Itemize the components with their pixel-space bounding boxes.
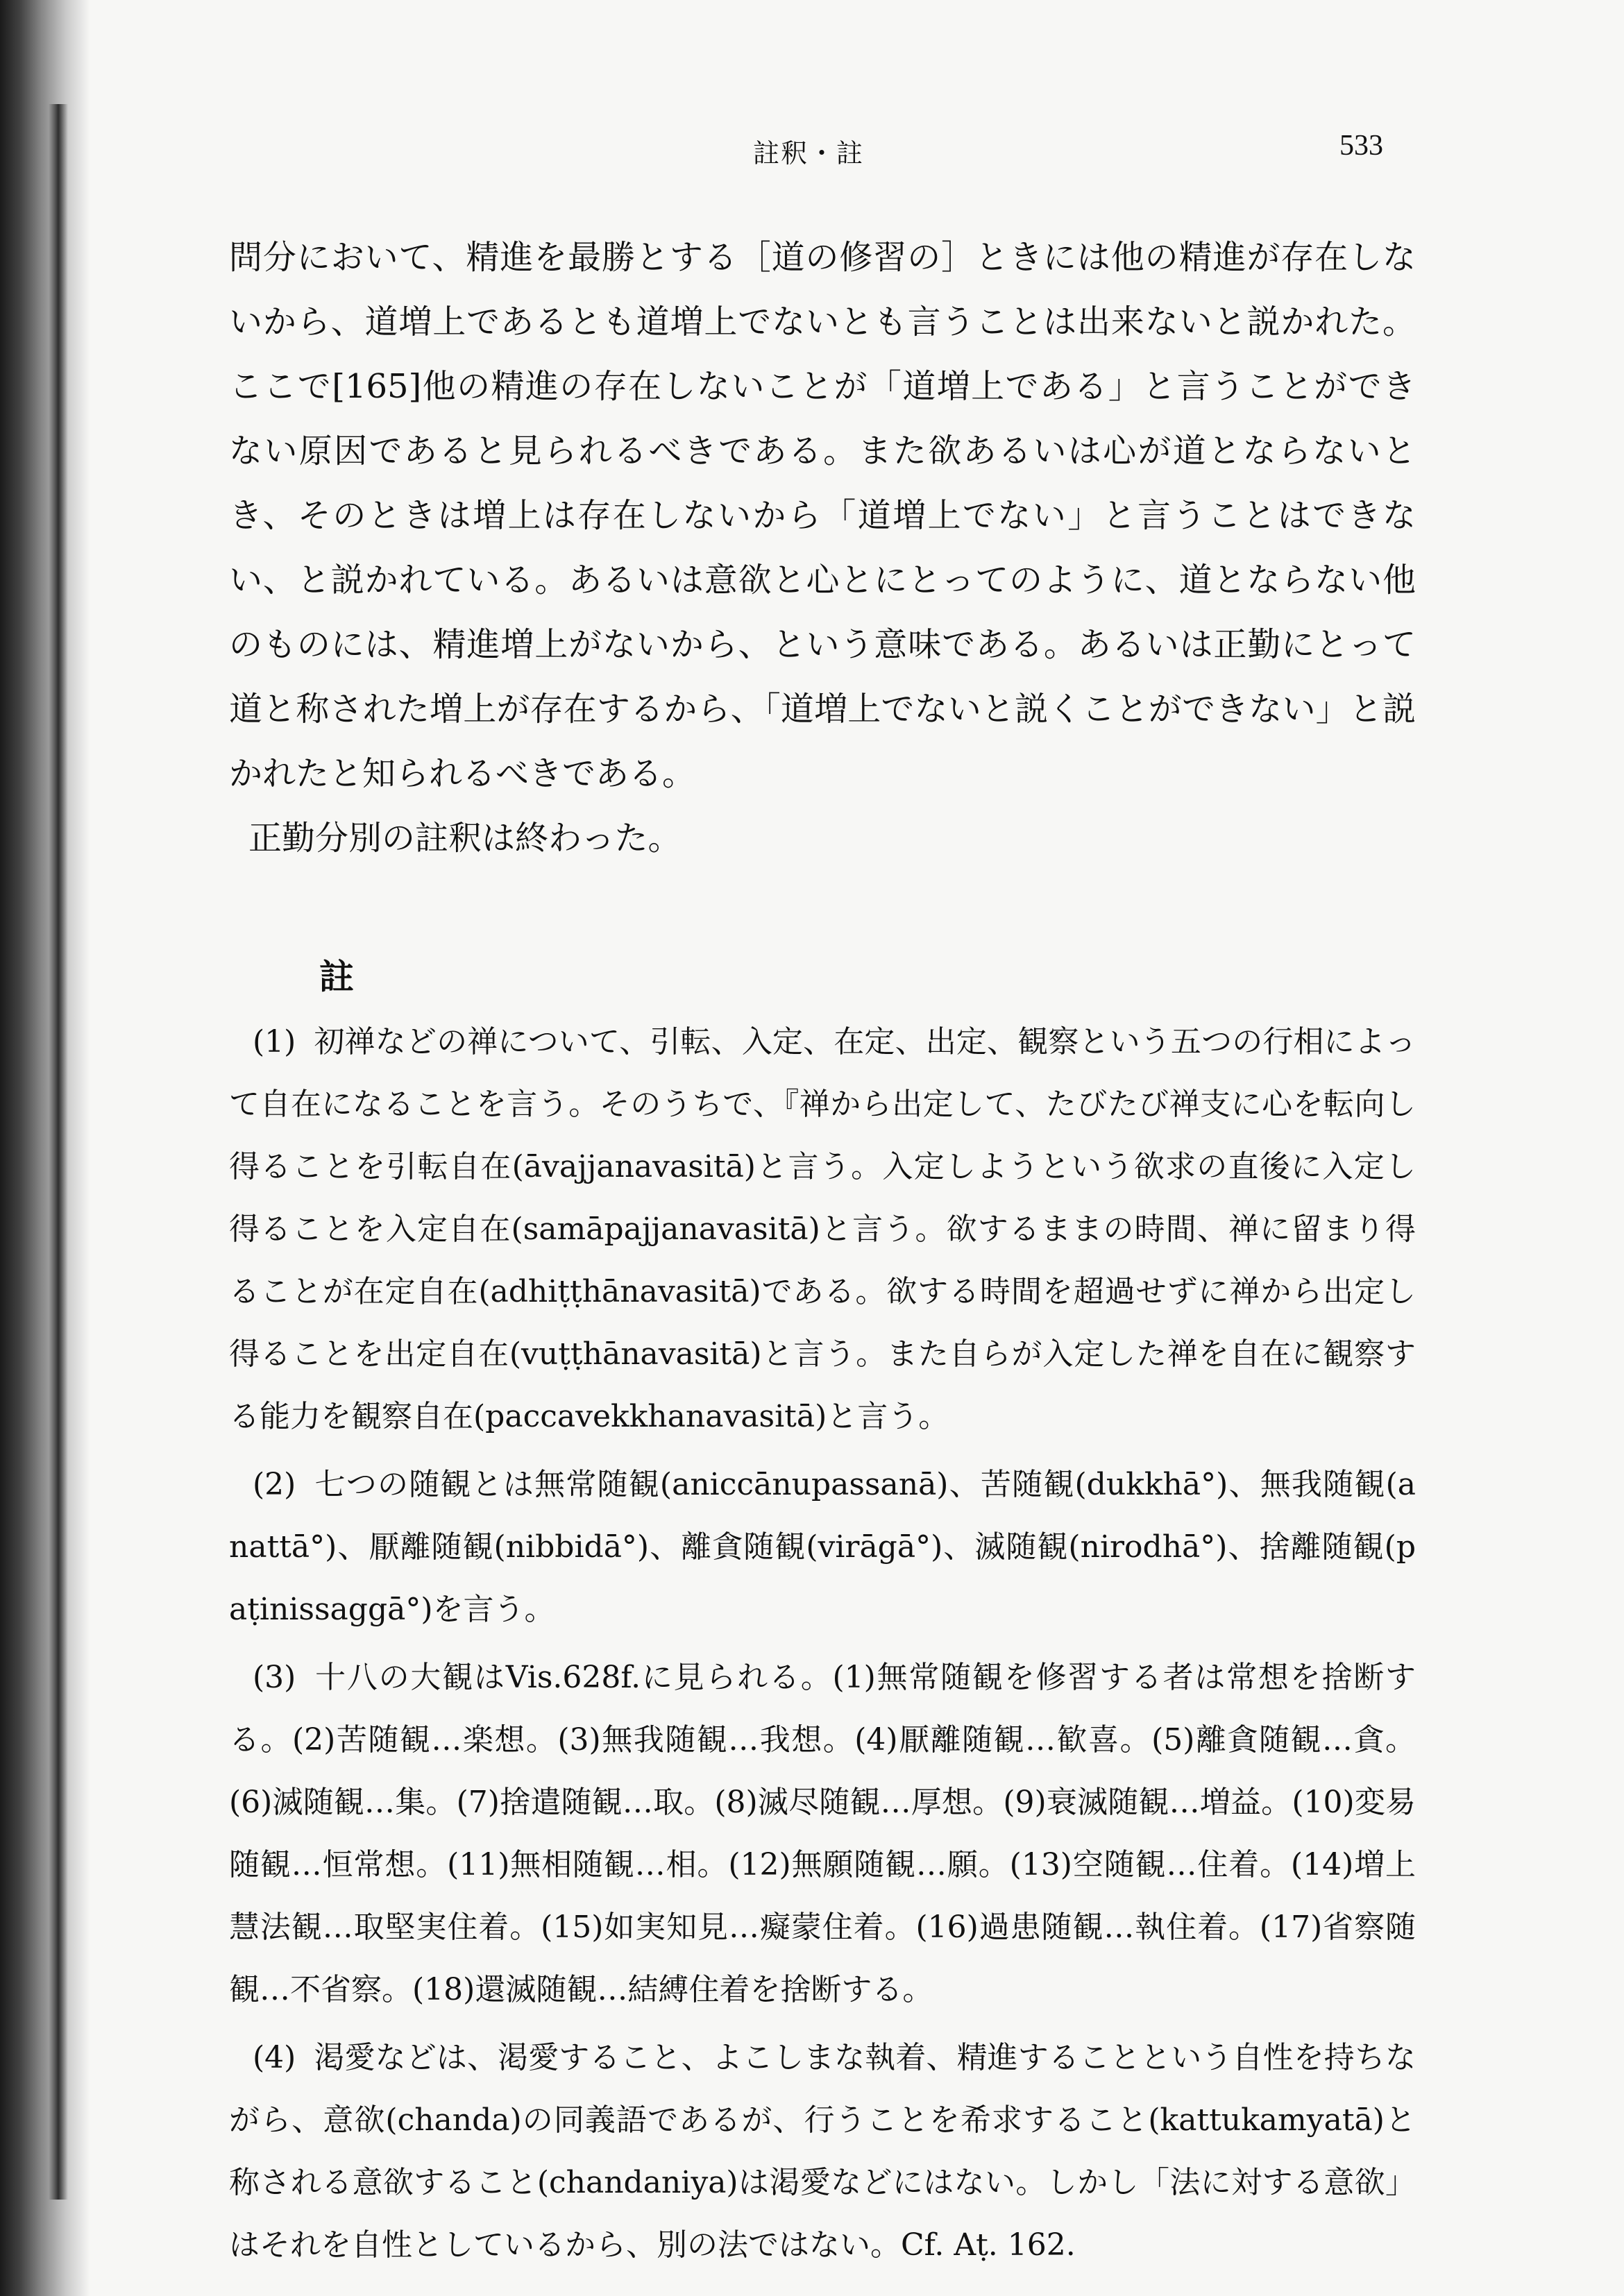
commentary-paragraph: 問分において、精進を最勝とする［道の修習の］ときには他の精進が存在しないから、道増上であるとも道増上でないとも言うことは出来ないと説かれた。ここで[165]他の精進の存在しないことが「道増上である」と言うことができない原因であると見られるべきである。また欲あるいは心が道とならないとき、そのときは増上は存在しないから「道増上でない」と言うことはできない、と説かれている。あるいは意欲と心とにとってのように、道とならない他のものには、精進増上がないから、という意味である。あるいは正勤にとって道と称された増上が存在するから、「道増上でないと説くことができない」と説かれたと知られるべきである。 [229,238,1416,793]
note-text: 十八の大観はVis.628f.に見られる。(1)無常随観を修習する者は常想を捨断する。(2)苦随観…楽想。(3)無我随観…我想。(4)厭離随観…歓喜。(5)離貪随観…貪。(6)滅随観…集。(7)捨遣随観…取。(8)滅尽随観…厚想。(9)衰滅随観…増益。(10)変易随観…恒常想。(11)無相随観…相。(12)無願随観…願。(13)空随観…住着。(14)増上慧法観…取堅実住着。(15)如実知見…癡蒙住着。(16)過患随観…執住着。(17)省察随観…不省察。(18)還滅随観…結縛住着を捨断する。 [229,1660,1416,2007]
note-item [229,1647,1416,2021]
note-number: (1) [253,1024,296,1060]
closing-paragraph: 正勤分別の註釈は終わった。 [248,819,682,858]
note-text: 渇愛などは、渇愛すること、よこしまな執着、精進することという自性を持ちながら、意欲(chanda)の同義語であるが、行うことを希求すること(kattukamyatā)と称される意欲すること(chandaniya)は渇愛などにはない。しかし「法に対する意欲」はそれを自性としているから、別の法ではない。Cf. Aṭ. 162. [229,2040,1416,2263]
running-title: 註釈・註 [753,138,865,169]
note-text: 七つの随観とは無常随観(aniccānupassanā)、苦随観(dukkhā°)、無我随観(anattā°)、厭離随観(nibbidā°)、離貪随観(virāgā°)、滅随観(nirodhā°)、捨離随観(paṭinissaggā°)を言う。 [229,1467,1416,1627]
note-number: (3) [253,1660,296,1695]
note-item [229,2027,1416,2277]
notes-list [229,1011,1416,2277]
note-number: (2) [253,1467,296,1502]
body-text [229,226,1416,2282]
note-item [229,1454,1416,1641]
notes-heading: 註 [319,956,354,997]
note-number: (4) [253,2040,296,2075]
page-header [0,132,1624,173]
note-text: 初禅などの禅について、引転、入定、在定、出定、観察という五つの行相によって自在になることを言う。そのうちで、『禅から出定して、たびたび禅支に心を転向し得ることを引転自在(āvajjanavasitā)と言う。入定しようという欲求の直後に入定し得ることを入定自在(samāpajjanavasitā)と言う。欲するままの時間、禅に留まり得ることが在定自在(adhiṭṭhānavasitā)である。欲する時間を超過せずに禅から出定し得ることを出定自在(vuṭṭhānavasitā)と言う。また自らが入定した禅を自在に観察する能力を観察自在(paccavekkhanavasitā)と言う。 [229,1024,1416,1434]
page-number: 533 [1339,130,1383,162]
note-item [229,1011,1416,1448]
